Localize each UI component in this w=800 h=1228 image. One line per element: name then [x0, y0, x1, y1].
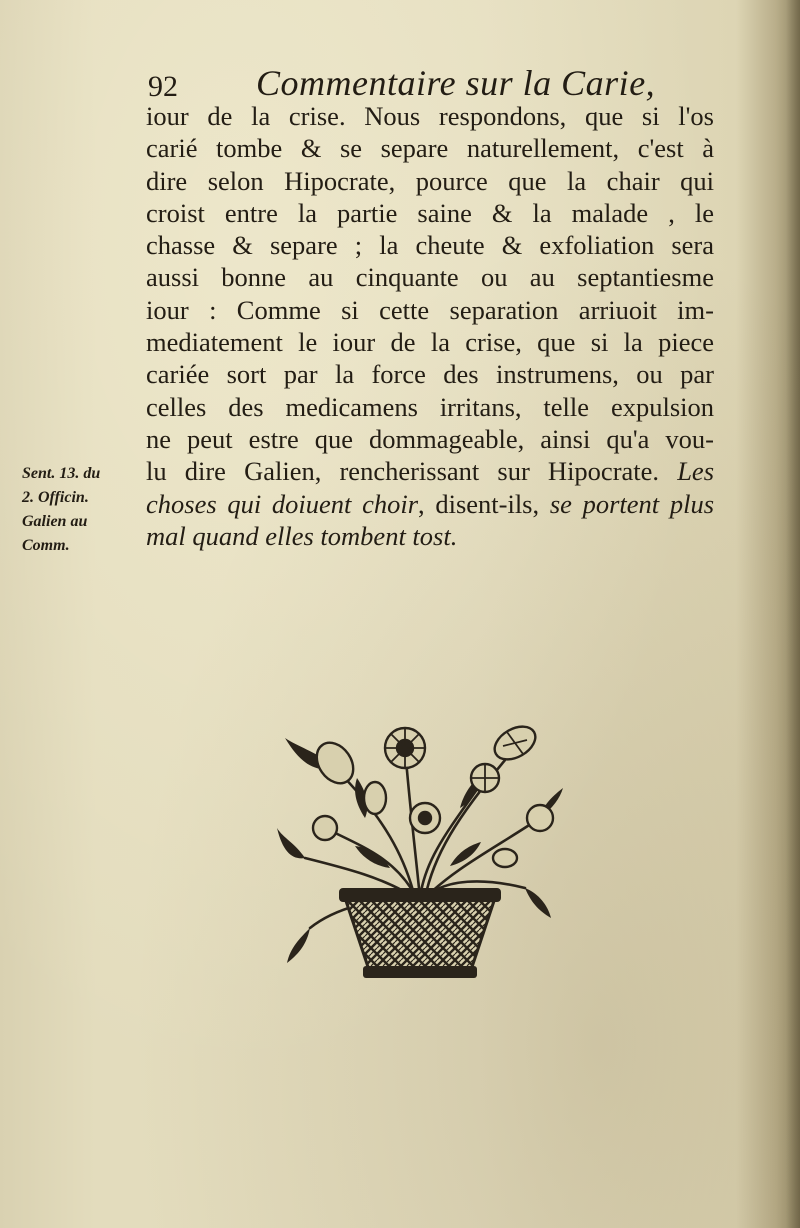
text-line-1: iour de la crise. Nous respondons, que si l'os: [146, 101, 714, 131]
margin-note-line-3: Galien au: [22, 513, 88, 530]
text-line-5: chasse & separe ; la cheute & exfoliation sera: [146, 230, 714, 261]
text-line-10: celles des medicamens irritans, telle expulsion: [146, 391, 714, 422]
text-line-12-roman: lu dire Galien, rencherissant sur Hipocrate.: [146, 456, 660, 487]
text-line-13-italic-a: choses qui doiuent choir: [146, 488, 419, 519]
text-line-3: dire selon Hipocrate, pource que la chair qui: [146, 165, 714, 196]
running-head: [146, 56, 736, 106]
flower-basket-woodcut-icon: [275, 708, 565, 984]
text-line-12-italic: Les: [677, 456, 715, 487]
page-number: 92: [148, 70, 178, 103]
margin-note: [22, 462, 142, 558]
margin-note-line-1: Sent. 13. du: [22, 465, 101, 482]
text-line-13: [146, 488, 714, 520]
page-spine-shadow: [786, 0, 800, 1228]
text-line-14-italic: mal quand elles tombent tost.: [146, 520, 458, 551]
text-line-13-roman: , disent-ils,: [418, 488, 540, 519]
text-line-8: mediatement le iour de la crise, que si la piece: [146, 327, 714, 358]
text-line-4: croist entre la partie saine & la malade , le: [146, 197, 714, 228]
text-line-13-italic-b: se portent plus: [549, 488, 715, 519]
text-line-14: [146, 520, 714, 552]
margin-note-line-2: 2. Officin.: [22, 489, 89, 506]
text-line-9: cariée sort par la force des instrumens, ou par: [146, 359, 714, 390]
text-line-12: [146, 455, 714, 487]
running-title: Commentaire sur la Carie,: [256, 63, 656, 103]
text-line-7: iour : Comme si cette separation arriuoit im-: [146, 294, 714, 325]
text-line-6: aussi bonne au cinquante ou au septantiesme: [146, 262, 714, 293]
margin-note-line-4: Comm.: [22, 537, 70, 554]
text-line-2: carié tombe & se separe naturellement, c'est à: [146, 133, 714, 164]
body-text: [146, 100, 714, 552]
text-line-11: ne peut estre que dommageable, ainsi qu'a vou-: [146, 423, 714, 454]
